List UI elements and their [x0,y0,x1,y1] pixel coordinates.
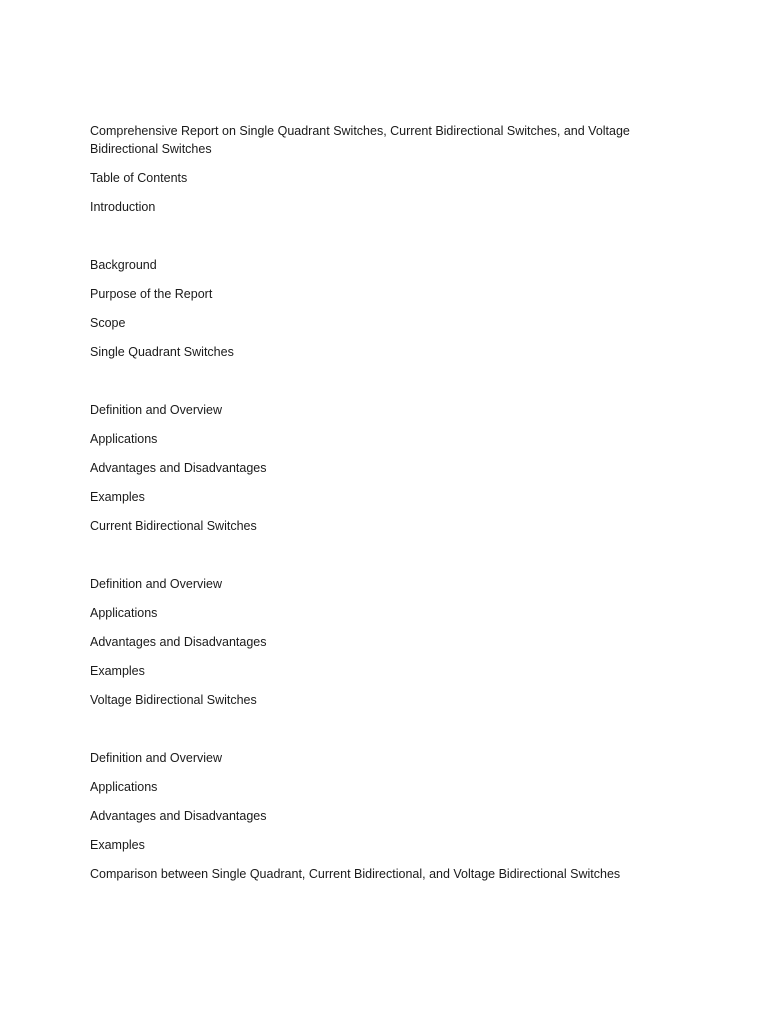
toc-item-vb-applications: Applications [90,780,158,794]
section-heading-current-bidirectional: Current Bidirectional Switches [90,519,257,533]
document-body [90,122,690,894]
toc-item-vb-advantages: Advantages and Disadvantages [90,809,267,823]
toc-item-sq-advantages: Advantages and Disadvantages [90,461,267,475]
section-heading-comparison: Comparison between Single Quadrant, Current Bidirectional, and Voltage Bidirectional Switches [90,867,621,881]
toc-item-scope: Scope [90,316,126,330]
toc-item-sq-definition: Definition and Overview [90,403,223,417]
toc-item-vb-examples: Examples [90,838,145,852]
toc-item-cb-definition: Definition and Overview [90,577,223,591]
toc-item-cb-examples: Examples [90,664,145,678]
toc-item-purpose: Purpose of the Report [90,287,213,301]
section-heading-voltage-bidirectional: Voltage Bidirectional Switches [90,693,257,707]
section-heading-single-quadrant: Single Quadrant Switches [90,345,234,359]
toc-item-sq-examples: Examples [90,490,145,504]
toc-heading: Table of Contents [90,171,188,185]
toc-item-background: Background [90,258,157,272]
toc-item-vb-definition: Definition and Overview [90,751,223,765]
toc-item-cb-applications: Applications [90,606,158,620]
document-title: Comprehensive Report on Single Quadrant Switches, Current Bidirectional Switches, and Voltage Bidirectional Switches [90,124,630,156]
toc-item-cb-advantages: Advantages and Disadvantages [90,635,267,649]
toc-item-sq-applications: Applications [90,432,158,446]
section-heading-introduction: Introduction [90,200,156,214]
